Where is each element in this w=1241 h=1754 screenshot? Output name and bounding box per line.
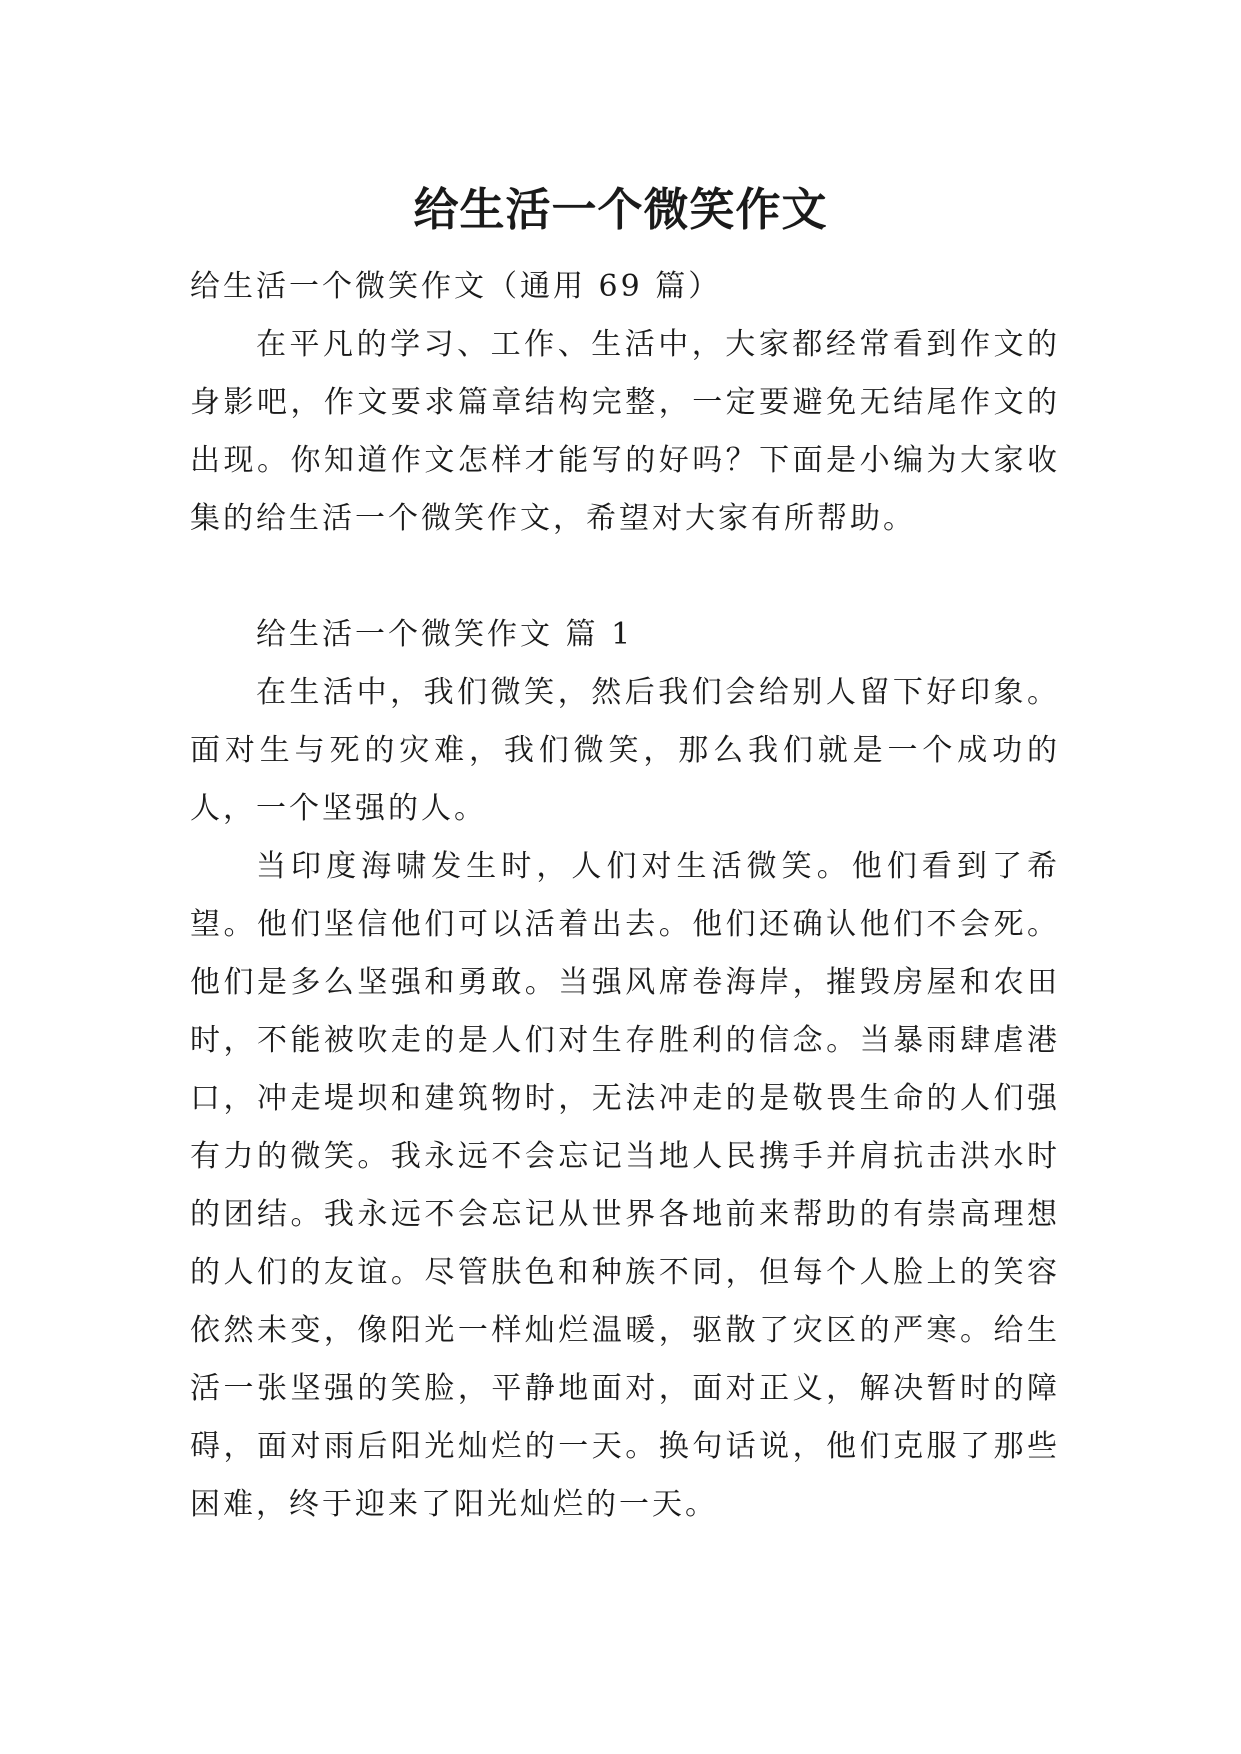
body-paragraph: 当印度海啸发生时，人们对生活微笑。他们看到了希望。他们坚信他们可以活着出去。他们还确认他们不会死。他们是多么坚强和勇敢。当强风席卷海岸，摧毁房屋和农田时，不能被吹走的是人们对生存胜利的信念。当暴雨肆虐港口，冲走堤坝和建筑物时，无法冲走的是敬畏生命的人们强有力的微笑。我永远不会忘记当地人民携手并肩抗击洪水时的团结。我永远不会忘记从世界各地前来帮助的有崇高理想的人们的友谊。尽管肤色和种族不同，但每个人脸上的笑容依然未变，像阳光一样灿烂温暖，驱散了灾区的严寒。给生活一张坚强的笑脸，平静地面对，面对正义，解决暂时的障碍，面对雨后阳光灿烂的一天。换句话说，他们克服了那些困难，终于迎来了阳光灿烂的一天。 — [190, 849, 1060, 1522]
intro-paragraph: 在平凡的学习、工作、生活中，大家都经常看到作文的身影吧，作文要求篇章结构完整，一定要避免无结尾作文的出现。你知道作文怎样才能写的好吗？下面是小编为大家收集的给生活一个微笑作文，希望对大家有所帮助。 — [190, 327, 1060, 536]
document-body — [190, 258, 1060, 1534]
section-heading: 给生活一个微笑作文 篇 1 — [256, 617, 634, 652]
document-title: 给生活一个微笑作文 — [413, 183, 828, 237]
document-subtitle: 给生活一个微笑作文（通用 69 篇） — [190, 269, 722, 304]
body-paragraph: 在生活中，我们微笑，然后我们会给别人留下好印象。面对生与死的灾难，我们微笑，那么我们就是一个成功的人，一个坚强的人。 — [190, 675, 1060, 826]
section-spacer — [190, 548, 1060, 606]
